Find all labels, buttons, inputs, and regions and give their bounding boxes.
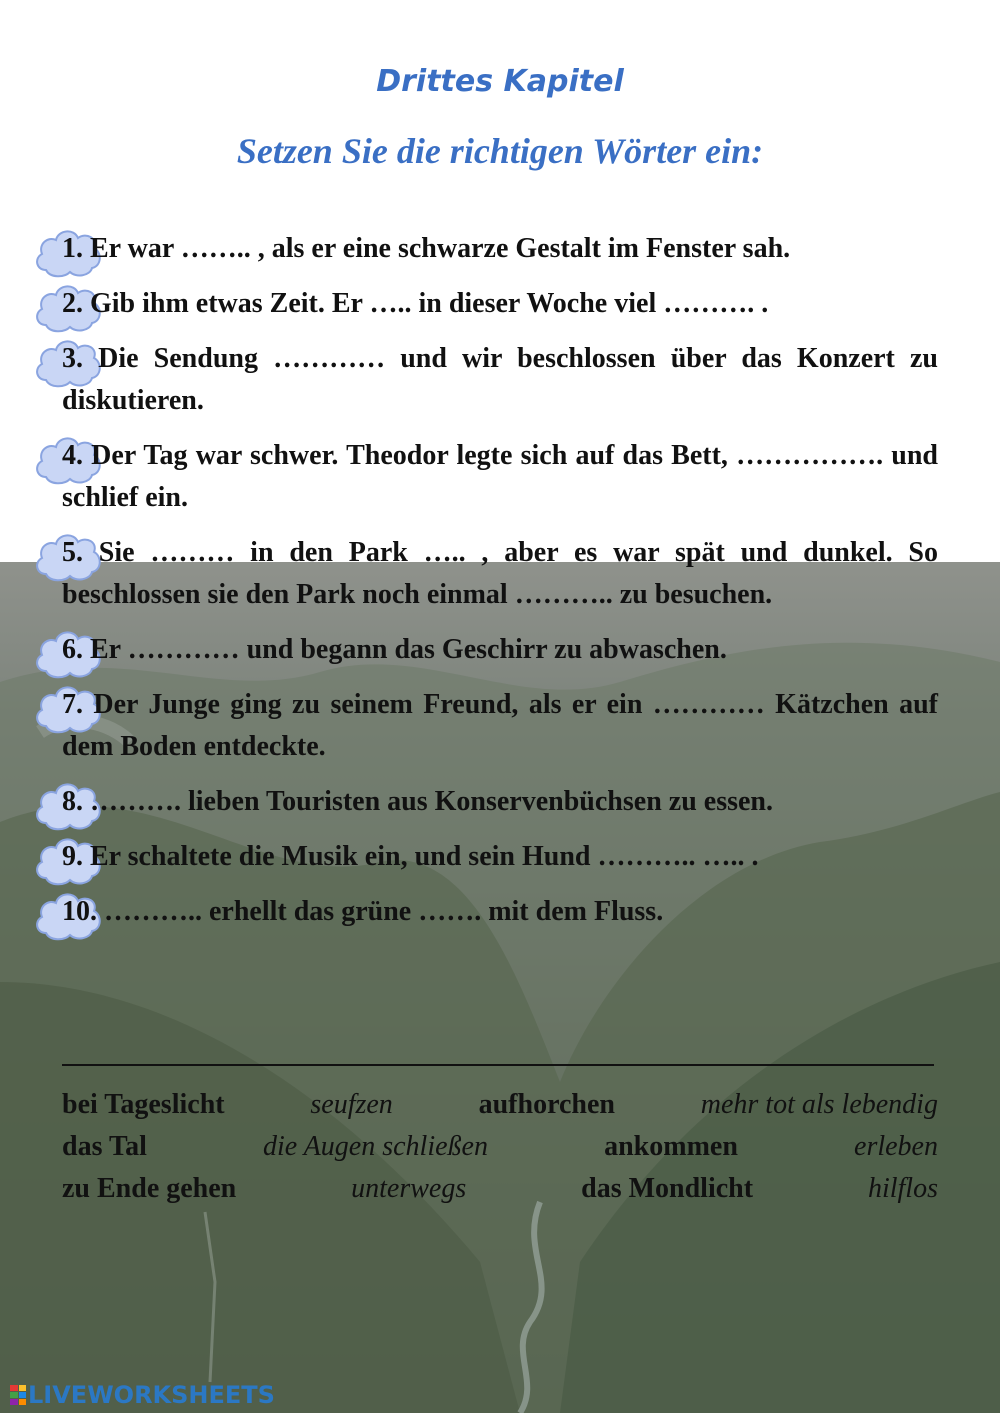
exercise-text: 9. Er schaltete die Musik ein, und sein Hund ……….. ….. . — [62, 841, 759, 872]
word-bank-row — [62, 1168, 938, 1210]
word-option: seufzen — [310, 1089, 393, 1120]
logo-text: LIVEWORKSHEETS — [28, 1381, 275, 1409]
word-option: zu Ende gehen — [62, 1173, 237, 1204]
exercise-item — [62, 684, 938, 768]
word-option: aufhorchen — [478, 1089, 615, 1120]
exercise-item — [62, 283, 938, 325]
chapter-title: Drittes Kapitel — [376, 64, 624, 99]
exercise-item — [62, 836, 938, 878]
word-option: hilflos — [867, 1173, 938, 1204]
word-bank-row — [62, 1084, 938, 1126]
word-bank-row — [62, 1126, 938, 1168]
word-option: ankommen — [604, 1131, 738, 1162]
word-option: die Augen schließen — [262, 1131, 488, 1162]
exercise-item — [62, 435, 938, 519]
word-option: unterwegs — [351, 1173, 467, 1204]
exercise-text: 5. Sie ……… in den Park ….. , aber es war spät und dunkel. So beschlossen sie den Park noch einmal ……….. zu besuchen. — [62, 537, 938, 610]
logo-badge-icon — [10, 1385, 26, 1405]
exercise-text: 1. Er war …….. , als er eine schwarze Gestalt im Fenster sah. — [62, 233, 791, 264]
word-option: das Mondlicht — [581, 1173, 754, 1204]
exercise-item — [62, 891, 938, 933]
exercise-text: 8. ………. lieben Touristen aus Konservenbüchsen zu essen. — [62, 786, 773, 817]
exercise-list — [62, 228, 938, 946]
exercise-text: 6. Er ………… und begann das Geschirr zu abwaschen. — [62, 634, 727, 665]
instruction-heading: Setzen Sie die richtigen Wörter ein: — [236, 131, 764, 171]
divider-line — [62, 1064, 934, 1066]
word-bank — [62, 1084, 938, 1210]
exercise-item — [62, 781, 938, 823]
exercise-item — [62, 338, 938, 422]
exercise-text: 3. Die Sendung ………… und wir beschlossen über das Konzert zu diskutieren. — [62, 343, 938, 416]
liveworksheets-logo[interactable] — [10, 1381, 275, 1409]
exercise-text: 4. Der Tag war schwer. Theodor legte sich auf das Bett, ……………. und schlief ein. — [62, 440, 938, 513]
exercise-item — [62, 228, 938, 270]
word-option: mehr tot als lebendig — [700, 1089, 938, 1120]
word-option: bei Tageslicht — [62, 1089, 225, 1120]
exercise-item — [62, 532, 938, 616]
exercise-text: 10. ……….. erhellt das grüne ……. mit dem Fluss. — [62, 896, 664, 927]
exercise-text: 2. Gib ihm etwas Zeit. Er ….. in dieser Woche viel ………. . — [62, 288, 769, 319]
exercise-item — [62, 629, 938, 671]
exercise-text: 7. Der Junge ging zu seinem Freund, als er ein ………… Kätzchen auf dem Boden entdeckte. — [62, 689, 938, 762]
word-option: erleben — [854, 1131, 938, 1162]
word-option: das Tal — [62, 1131, 147, 1162]
